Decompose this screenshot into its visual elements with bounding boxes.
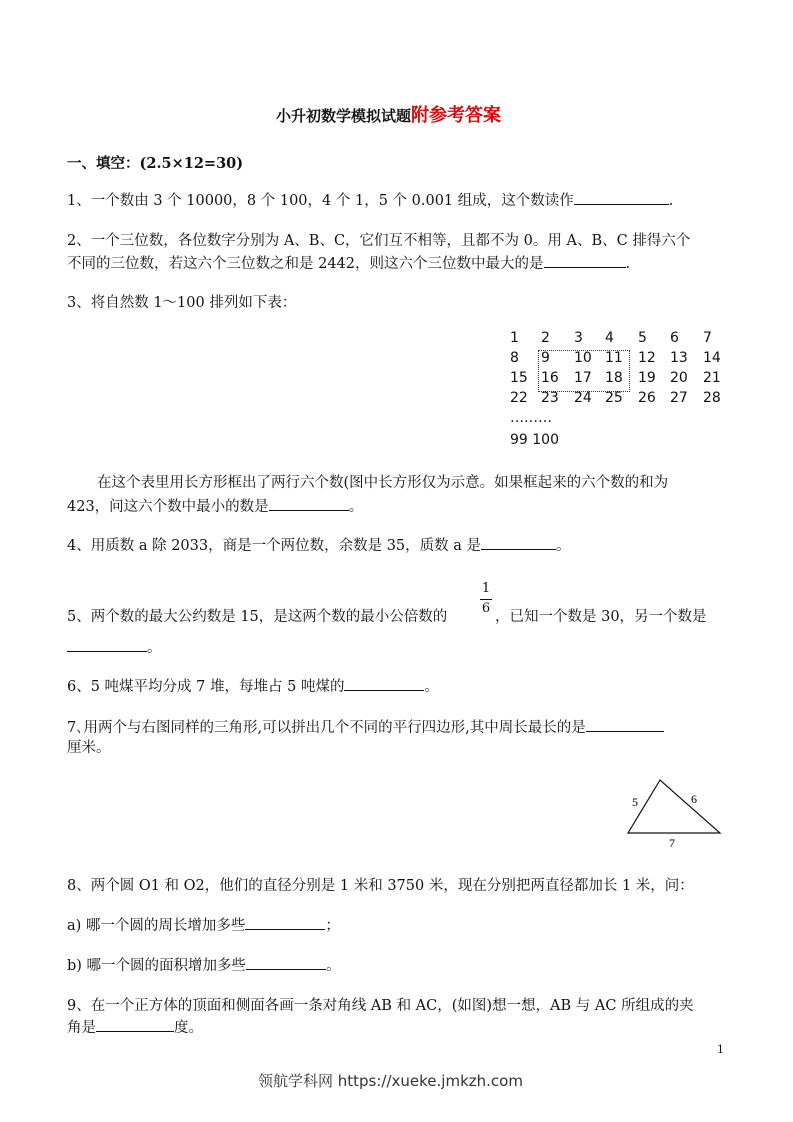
section-heading: 一、填空：(2.5×12=30) bbox=[67, 155, 244, 172]
table-cell: 9 bbox=[541, 350, 550, 366]
question-1-text: 1、一个数由 3 个 10000，8 个 100，4 个 1，5 个 0.001 组成，这个数读作 bbox=[67, 193, 574, 209]
title-main: 小升初数学模拟试题 bbox=[276, 107, 412, 125]
table-cell: 5 bbox=[638, 330, 647, 346]
table-cell: 22 bbox=[510, 390, 528, 406]
answer-blank-3[interactable] bbox=[269, 496, 349, 511]
question-6: 6、5 吨煤平均分成 7 堆，每堆占 5 吨煤的 。 bbox=[67, 676, 439, 697]
table-cell: 1 bbox=[510, 330, 519, 346]
table-dots: ……… bbox=[510, 410, 552, 426]
question-5-line-1b: ，已知一个数是 30，另一个数是 bbox=[495, 609, 707, 625]
answer-blank-8a[interactable] bbox=[245, 915, 325, 930]
question-9-line-1: 9、在一个正方体的顶面和侧面各画一条对角线 AB 和 AC，(如图)想一想，AB 与 AC 所组成的夹 bbox=[67, 998, 694, 1014]
question-3-line-2: 423，问这六个数中最小的数是 。 bbox=[67, 496, 363, 517]
table-cell: 13 bbox=[670, 350, 688, 366]
question-8a: a) 哪一个圆的周长增加多些 ； bbox=[67, 915, 340, 936]
table-cell: 12 bbox=[638, 350, 656, 366]
question-3-intro: 3、将自然数 1～100 排列如下表： bbox=[67, 295, 297, 311]
answer-blank-8b[interactable] bbox=[246, 955, 326, 970]
question-7-line-1: 7､用两个与右图同样的三角形,可以拼出几个不同的平行四边形,其中周长最长的是 bbox=[67, 717, 664, 738]
triangle-shape bbox=[628, 780, 720, 833]
table-cell: 7 bbox=[703, 330, 712, 346]
table-cell: 17 bbox=[574, 370, 592, 386]
table-cell: 14 bbox=[703, 350, 721, 366]
table-cell: 2 bbox=[541, 330, 550, 346]
table-cell: 15 bbox=[510, 370, 528, 386]
question-4: 4、用质数 a 除 2033，商是一个两位数，余数是 35，质数 a 是 。 bbox=[67, 535, 571, 556]
question-5-line-1: 5、两个数的最大公约数是 15，是这两个数的最小公倍数的 bbox=[67, 609, 448, 625]
table-cell: 18 bbox=[605, 370, 623, 386]
table-cell: 16 bbox=[541, 370, 559, 386]
question-3-line-1: 在这个表里用长方形框出了两行六个数(图中长方形仅为示意。如果框起来的六个数的和为 bbox=[97, 475, 669, 491]
answer-blank-5[interactable] bbox=[67, 637, 147, 652]
table-cell: 11 bbox=[605, 350, 623, 366]
table-cell: 28 bbox=[703, 390, 721, 406]
question-2-line-2: 不同的三位数，若这六个三位数之和是 2442，则这六个三位数中最大的是 . bbox=[67, 253, 630, 274]
table-cell: 3 bbox=[574, 330, 583, 346]
table-cell: 4 bbox=[605, 330, 614, 346]
answer-blank-1[interactable] bbox=[574, 190, 669, 205]
side-label-7: 7 bbox=[669, 836, 675, 850]
table-last-row: 99 100 bbox=[510, 432, 559, 448]
side-label-6: 6 bbox=[691, 792, 697, 806]
table-cell: 21 bbox=[703, 370, 721, 386]
question-2-line-1: 2、一个三位数，各位数字分别为 A、B、C，它们互不相等，且都不为 0。用 A、B、C 排得六个 bbox=[67, 233, 691, 249]
table-cell: 19 bbox=[638, 370, 656, 386]
answer-blank-2[interactable] bbox=[544, 253, 626, 268]
table-cell: 23 bbox=[541, 390, 559, 406]
answer-blank-4[interactable] bbox=[481, 535, 556, 550]
table-cell: 10 bbox=[574, 350, 592, 366]
triangle-figure bbox=[620, 775, 730, 855]
table-cell: 8 bbox=[510, 350, 519, 366]
answer-blank-6[interactable] bbox=[344, 676, 424, 691]
question-5-line-2: 。 bbox=[67, 637, 162, 658]
table-cell: 6 bbox=[670, 330, 679, 346]
page-title bbox=[276, 101, 501, 127]
table-cell: 25 bbox=[605, 390, 623, 406]
question-1: 1、一个数由 3 个 10000，8 个 100，4 个 1，5 个 0.001 组成，这个数读作 . bbox=[67, 190, 673, 211]
question-8: 8、两个圆 O1 和 O2，他们的直径分别是 1 米和 3750 米，现在分别把两直径都加长 1 米，问： bbox=[67, 878, 694, 894]
answer-blank-7[interactable] bbox=[586, 717, 664, 732]
question-9-line-2: 角是 度。 bbox=[67, 1017, 203, 1038]
page-number: 1 bbox=[717, 1043, 724, 1056]
table-cell: 27 bbox=[670, 390, 688, 406]
fraction-denominator: 6 bbox=[481, 601, 491, 616]
side-label-5: 5 bbox=[632, 795, 638, 809]
fraction-one-sixth bbox=[479, 580, 493, 618]
table-cell: 20 bbox=[670, 370, 688, 386]
answer-blank-9[interactable] bbox=[96, 1017, 174, 1032]
fraction-numerator: 1 bbox=[481, 581, 491, 596]
question-7-line-2: 厘米。 bbox=[67, 740, 111, 756]
footer-watermark: 领航学科网 https://xueke.jmkzh.com bbox=[258, 1072, 523, 1090]
table-cell: 26 bbox=[638, 390, 656, 406]
question-8b: b) 哪一个圆的面积增加多些 。 bbox=[67, 955, 341, 976]
title-answer-note: 附参考答案 bbox=[411, 105, 502, 126]
table-cell: 24 bbox=[574, 390, 592, 406]
